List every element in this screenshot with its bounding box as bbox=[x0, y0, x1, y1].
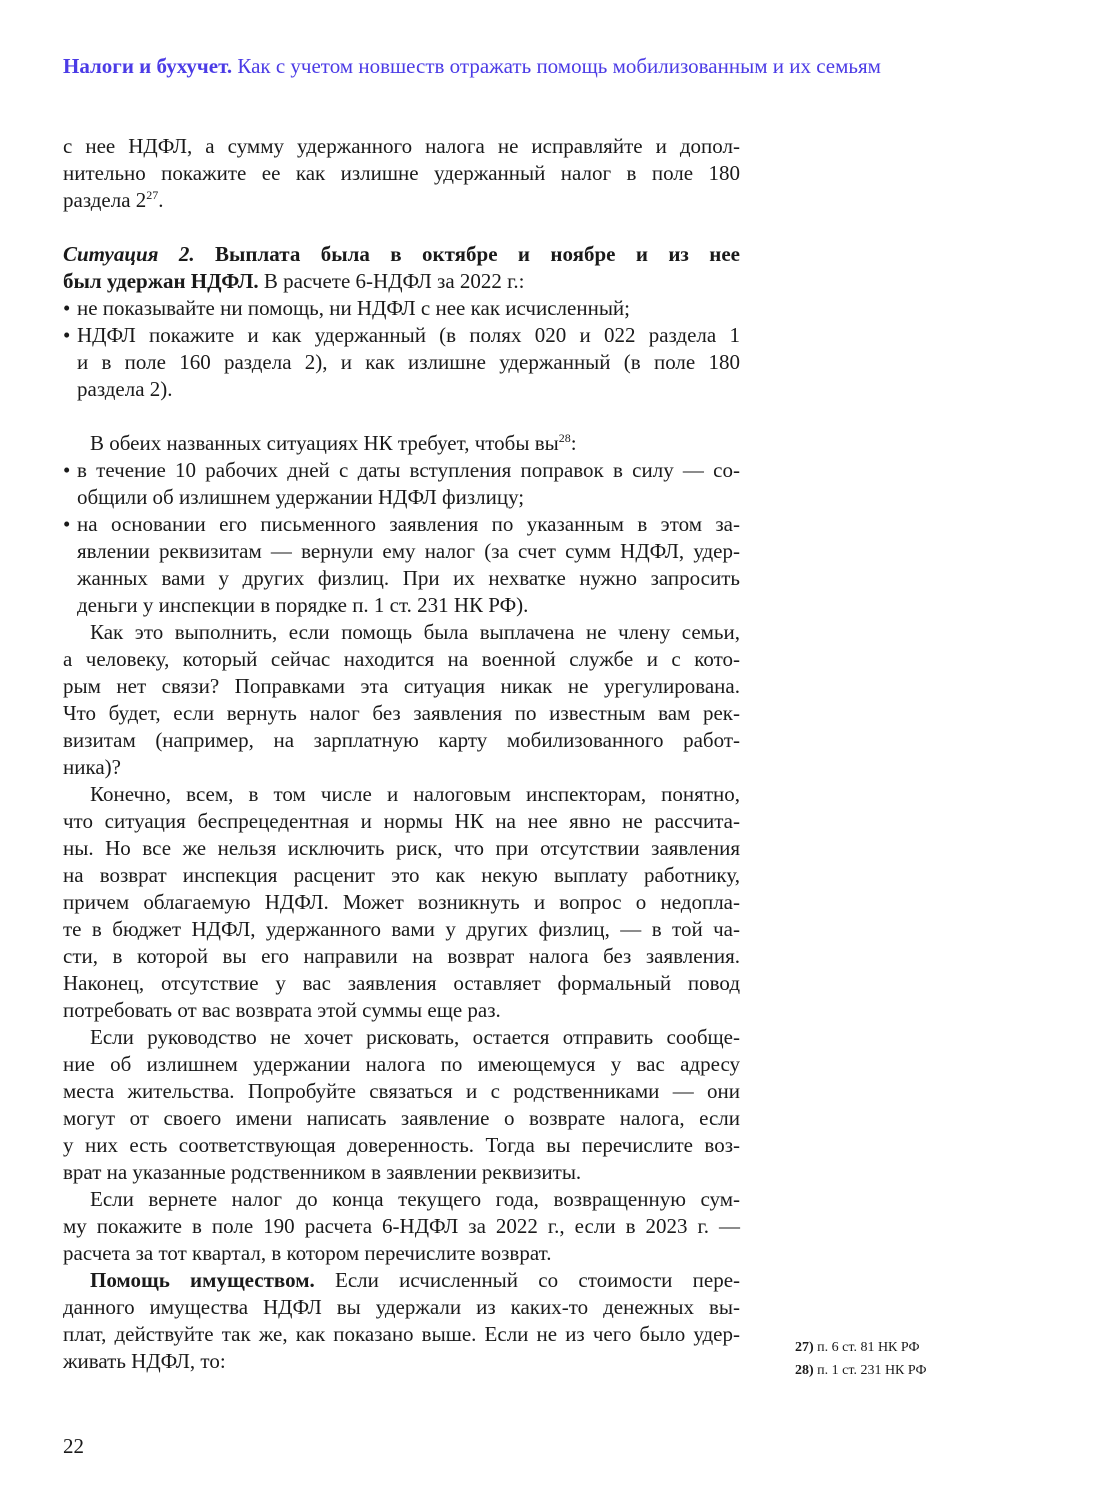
text-run: В обеих названных ситуациях НК требует, чтобы вы bbox=[90, 431, 559, 455]
text-line bbox=[63, 1024, 740, 1051]
text-line bbox=[63, 619, 740, 646]
text-run: на основании его письменного заявления по указанным в этом за- bbox=[77, 512, 740, 536]
text-run: а человеку, который сейчас находится на военной службе и с кото- bbox=[63, 647, 740, 671]
text-line bbox=[63, 187, 740, 214]
text-line bbox=[63, 943, 740, 970]
text-run: Если исчисленный со стоимости пере- bbox=[314, 1268, 741, 1292]
text-block bbox=[63, 133, 740, 214]
text-run: данного имущества НДФЛ вы удержали из каких-то денежных вы- bbox=[63, 1295, 740, 1319]
text-run: В расчете 6-НДФЛ за 2022 г.: bbox=[258, 269, 525, 293]
text-run: ны. Но все же нельзя исключить риск, что при отсутствии заявления bbox=[63, 836, 740, 860]
running-header bbox=[63, 54, 881, 79]
text-run: ника)? bbox=[63, 755, 121, 779]
text-line bbox=[63, 1348, 740, 1375]
text-line bbox=[63, 835, 740, 862]
text-run: у них есть соответствующая доверенность. Тогда вы перечислите воз- bbox=[63, 1133, 740, 1157]
text-line bbox=[63, 1105, 740, 1132]
text-run: раздела 2). bbox=[77, 377, 173, 401]
text-line bbox=[63, 538, 740, 565]
paragraph-gap bbox=[63, 403, 740, 430]
text-run: потребовать от вас возврата этой суммы еще раз. bbox=[63, 998, 501, 1022]
text-run: был удержан НДФЛ. bbox=[63, 269, 259, 293]
text-run: живать НДФЛ, то: bbox=[63, 1349, 226, 1373]
text-line bbox=[63, 1078, 740, 1105]
bullet-line bbox=[63, 511, 740, 538]
text-line bbox=[63, 133, 740, 160]
text-run: что ситуация беспрецедентная и нормы НК на нее явно не рассчита- bbox=[63, 809, 740, 833]
text-line bbox=[63, 1294, 740, 1321]
text-line bbox=[63, 700, 740, 727]
text-line bbox=[63, 592, 740, 619]
footnote-ref: 27 bbox=[146, 188, 159, 202]
article-body bbox=[63, 133, 740, 1375]
text-run: Наконец, отсутствие у вас заявления оставляет формальный повод bbox=[63, 971, 740, 995]
text-run: те в бюджет НДФЛ, удержанного вами у других физлиц, — в той ча- bbox=[63, 917, 740, 941]
header-section: Налоги и бухучет. bbox=[63, 54, 233, 78]
text-run: плат, действуйте так же, как показано выше. Если не из чего было удер- bbox=[63, 1322, 740, 1346]
text-line bbox=[63, 862, 740, 889]
text-line bbox=[63, 241, 740, 268]
text-line bbox=[63, 1267, 740, 1294]
bullet-line bbox=[63, 322, 740, 349]
text-run: Что будет, если вернуть налог без заявления по известным вам рек- bbox=[63, 701, 740, 725]
text-line bbox=[63, 970, 740, 997]
text-run: деньги у инспекции в порядке п. 1 ст. 231 НК РФ). bbox=[77, 593, 529, 617]
header-title: Как с учетом новшеств отражать помощь мобилизованным и их семьям bbox=[237, 54, 881, 78]
text-run: Если руководство не хочет рисковать, остается отправить сообще- bbox=[90, 1025, 740, 1049]
footnote-number: 28) bbox=[795, 1363, 814, 1378]
text-run: жанных вами у других физлиц. При их нехватке нужно запросить bbox=[77, 566, 740, 590]
text-run: явлении реквизитам — вернули ему налог (за счет сумм НДФЛ, удер- bbox=[77, 539, 740, 563]
text-line bbox=[63, 160, 740, 187]
text-line bbox=[63, 781, 740, 808]
text-line bbox=[63, 1240, 740, 1267]
text-run: НДФЛ покажите и как удержанный (в полях 020 и 022 раздела 1 bbox=[77, 323, 740, 347]
text-run: на возврат инспекция расценит это как некую выплату работнику, bbox=[63, 863, 740, 887]
text-run: расчета за тот квартал, в котором перечислите возврат. bbox=[63, 1241, 552, 1265]
text-line bbox=[63, 349, 740, 376]
text-run: Как это выполнить, если помощь была выплачена не члену семьи, bbox=[90, 620, 740, 644]
text-line bbox=[63, 1051, 740, 1078]
footnotes bbox=[795, 1336, 927, 1382]
text-run: му покажите в поле 190 расчета 6-НДФЛ за 2022 г., если в 2023 г. — bbox=[63, 1214, 740, 1238]
text-line bbox=[63, 646, 740, 673]
text-run: места жительства. Попробуйте связаться и с родственниками — они bbox=[63, 1079, 740, 1103]
text-line bbox=[63, 565, 740, 592]
footnote-28 bbox=[795, 1359, 927, 1382]
text-line bbox=[63, 889, 740, 916]
text-run: в течение 10 рабочих дней с даты вступления поправок в силу — со- bbox=[77, 458, 740, 482]
text-run: . bbox=[158, 188, 164, 212]
text-run: с нее НДФЛ, а сумму удержанного налога не исправляйте и допол- bbox=[63, 134, 740, 158]
text-run: сти, в которой вы его направили на возврат налога без заявления. bbox=[63, 944, 740, 968]
text-line bbox=[63, 1132, 740, 1159]
text-run: Если вернете налог до конца текущего года, возвращенную сум- bbox=[90, 1187, 740, 1211]
text-run: не показывайте ни помощь, ни НДФЛ с нее как исчисленный; bbox=[77, 296, 631, 320]
text-run: и в поле 160 раздела 2), и как излишне удержанный (в поле 180 bbox=[77, 350, 740, 374]
text-line bbox=[63, 430, 740, 457]
bullet-line bbox=[63, 457, 740, 484]
footnote-ref: 28 bbox=[558, 431, 571, 445]
footnote-number: 27) bbox=[795, 1340, 814, 1355]
text-run: Помощь имуществом. bbox=[90, 1268, 315, 1292]
text-line bbox=[63, 673, 740, 700]
text-line bbox=[63, 727, 740, 754]
text-line bbox=[63, 376, 740, 403]
text-line bbox=[63, 484, 740, 511]
text-line bbox=[63, 268, 740, 295]
text-line bbox=[63, 1159, 740, 1186]
text-line bbox=[63, 1186, 740, 1213]
text-run: визитам (например, на зарплатную карту мобилизованного работ- bbox=[63, 728, 740, 752]
text-run: Конечно, всем, в том числе и налоговым инспекторам, понятно, bbox=[90, 782, 740, 806]
text-run: ние об излишнем удержании налога по имеющемуся у вас адресу bbox=[63, 1052, 740, 1076]
text-run: Ситуация 2. bbox=[63, 242, 195, 266]
paragraph-gap bbox=[63, 214, 740, 241]
text-line bbox=[63, 916, 740, 943]
page-number: 22 bbox=[63, 1434, 84, 1458]
text-line bbox=[63, 754, 740, 781]
text-line bbox=[63, 997, 740, 1024]
text-run: раздела 2 bbox=[63, 188, 147, 212]
text-block bbox=[63, 241, 740, 403]
text-run: Выплата была в октябре и ноябре и из нее bbox=[194, 242, 740, 266]
text-line bbox=[63, 1321, 740, 1348]
text-run: общили об излишнем удержании НДФЛ физлицу; bbox=[77, 485, 525, 509]
footnote-27 bbox=[795, 1336, 927, 1359]
text-run: причем облагаемую НДФЛ. Может возникнуть и вопрос о недопла- bbox=[63, 890, 740, 914]
footnote-text: п. 6 ст. 81 НК РФ bbox=[817, 1340, 920, 1355]
text-run: нительно покажите ее как излишне удержанный налог в поле 180 bbox=[63, 161, 740, 185]
footnote-text: п. 1 ст. 231 НК РФ bbox=[817, 1363, 927, 1378]
text-line bbox=[63, 1213, 740, 1240]
text-line bbox=[63, 808, 740, 835]
text-run: врат на указанные родственником в заявлении реквизиты. bbox=[63, 1160, 582, 1184]
text-block bbox=[63, 430, 740, 1375]
text-run: : bbox=[570, 431, 577, 455]
text-run: рым нет связи? Поправками эта ситуация никак не урегулирована. bbox=[63, 674, 740, 698]
bullet-line bbox=[63, 295, 740, 322]
text-run: могут от своего имени написать заявление о возврате налога, если bbox=[63, 1106, 740, 1130]
